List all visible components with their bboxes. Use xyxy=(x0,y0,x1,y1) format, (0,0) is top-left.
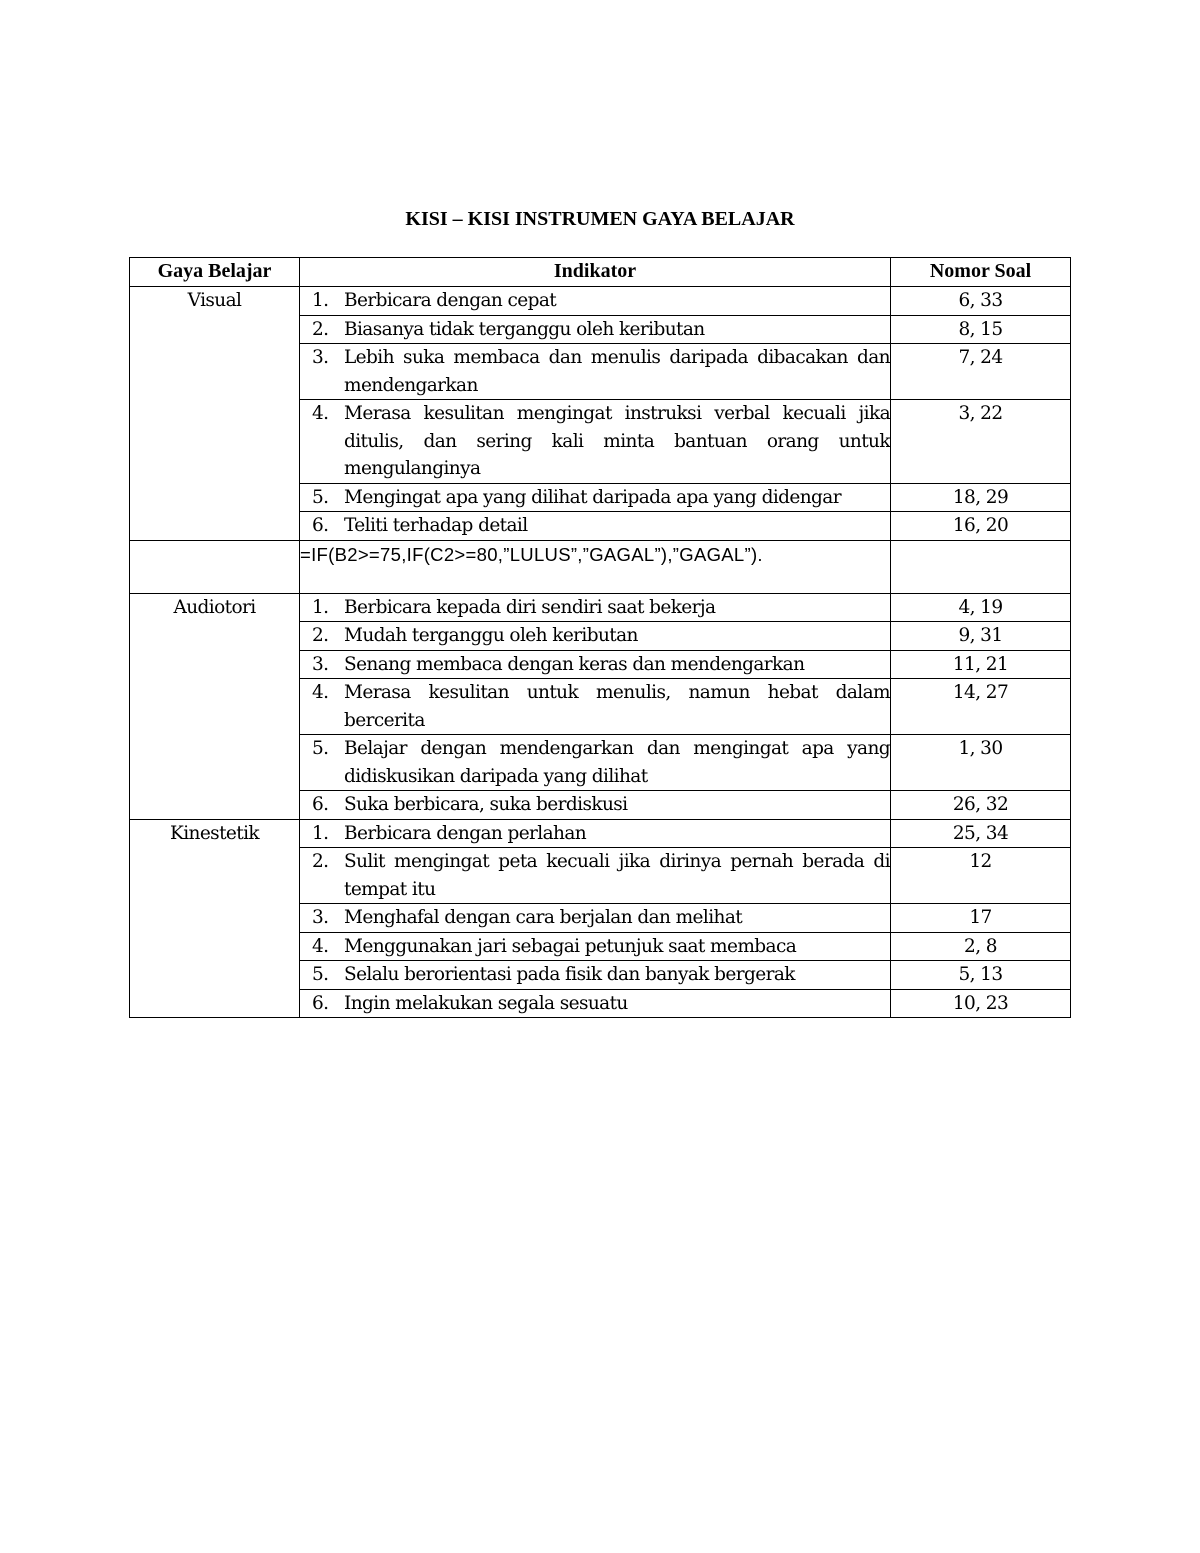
table-row xyxy=(130,679,1071,735)
indicator-cell xyxy=(300,344,891,400)
table-row xyxy=(130,593,1071,622)
table-row xyxy=(130,622,1071,651)
indicator-text: Sulit mengingat peta kecuali jika dirinya pernah berada di tempat itu xyxy=(344,851,890,900)
style-cell-empty xyxy=(130,932,300,961)
indicator-text: Teliti terhadap detail xyxy=(344,515,528,536)
style-visual: Visual xyxy=(130,287,300,316)
nomor-soal: 4, 19 xyxy=(891,593,1071,622)
indicator-cell xyxy=(300,512,891,541)
nomor-soal: 26, 32 xyxy=(891,791,1071,820)
document-title: KISI – KISI INSTRUMEN GAYA BELAJAR xyxy=(405,208,795,230)
indicator-number: 5. xyxy=(312,486,329,508)
table-row xyxy=(130,904,1071,933)
table-row xyxy=(130,819,1071,848)
nomor-soal: 1, 30 xyxy=(891,735,1071,791)
nomor-soal: 8, 15 xyxy=(891,315,1071,344)
indicator-cell xyxy=(300,287,891,316)
indicator-cell xyxy=(300,593,891,622)
indicator-cell xyxy=(300,315,891,344)
header-nomor-soal: Nomor Soal xyxy=(891,258,1071,287)
indicator-text: Menghafal dengan cara berjalan dan melihat xyxy=(344,907,743,928)
table-row xyxy=(130,344,1071,400)
indicator-cell xyxy=(300,735,891,791)
table-row-formula xyxy=(130,540,1071,593)
indicator-text: Selalu berorientasi pada fisik dan banyak bergerak xyxy=(344,964,795,985)
table-row xyxy=(130,512,1071,541)
indicator-cell xyxy=(300,989,891,1018)
indicator-number: 1. xyxy=(312,596,329,618)
table-row xyxy=(130,650,1071,679)
nomor-soal: 17 xyxy=(891,904,1071,933)
style-cell-empty xyxy=(130,512,300,541)
indicator-text: Menggunakan jari sebagai petunjuk saat membaca xyxy=(344,935,797,957)
nomor-soal: 9, 31 xyxy=(891,622,1071,651)
indicator-number: 3. xyxy=(312,907,329,928)
style-cell-empty xyxy=(130,791,300,820)
nomor-soal: 5, 13 xyxy=(891,961,1071,990)
indicator-number: 1. xyxy=(312,290,329,311)
style-cell-empty xyxy=(130,848,300,904)
table-row xyxy=(130,483,1071,512)
nomor-soal: 10, 23 xyxy=(891,989,1071,1018)
style-cell-empty xyxy=(130,540,300,593)
indicator-text: Lebih suka membaca dan menulis daripada dibacakan dan mendengarkan xyxy=(344,347,890,396)
indicator-number: 5. xyxy=(312,964,329,985)
table-row xyxy=(130,989,1071,1018)
indicator-number: 1. xyxy=(312,822,329,844)
indicator-cell xyxy=(300,400,891,484)
style-cell-empty xyxy=(130,961,300,990)
table-row xyxy=(130,287,1071,316)
nomor-soal: 7, 24 xyxy=(891,344,1071,400)
indicator-number: 4. xyxy=(312,935,329,957)
style-kinestetik: Kinestetik xyxy=(130,819,300,848)
nomor-soal: 6, 33 xyxy=(891,287,1071,316)
style-cell-empty xyxy=(130,650,300,679)
indicator-text: Berbicara dengan cepat xyxy=(344,290,557,311)
style-cell-empty xyxy=(130,344,300,400)
nomor-soal: 25, 34 xyxy=(891,819,1071,848)
style-cell-empty xyxy=(130,989,300,1018)
table-row xyxy=(130,315,1071,344)
table-row xyxy=(130,848,1071,904)
indicator-number: 4. xyxy=(312,682,329,703)
indicator-cell xyxy=(300,961,891,990)
kisi-table xyxy=(129,257,1071,1018)
style-cell-empty xyxy=(130,622,300,651)
indicator-cell xyxy=(300,679,891,735)
header-gaya-belajar: Gaya Belajar xyxy=(130,258,300,287)
nomor-soal: 11, 21 xyxy=(891,650,1071,679)
indicator-text: Merasa kesulitan mengingat instruksi verbal kecuali jika ditulis, dan sering kali minta bantuan orang untuk mengulanginya xyxy=(344,403,890,479)
nomor-soal: 14, 27 xyxy=(891,679,1071,735)
table-header-row xyxy=(130,258,1071,287)
indicator-number: 3. xyxy=(312,653,329,675)
nomor-soal: 2, 8 xyxy=(891,932,1071,961)
indicator-text: Ingin melakukan segala sesuatu xyxy=(344,992,628,1014)
style-cell-empty xyxy=(130,483,300,512)
formula-text: =IF(B2>=75,IF(C2>=80,”LULUS”,”GAGAL”),”GAGAL”). xyxy=(300,540,891,593)
style-cell-empty xyxy=(130,315,300,344)
style-audiotori: Audiotori xyxy=(130,593,300,622)
indicator-number: 6. xyxy=(312,794,329,815)
indicator-cell xyxy=(300,650,891,679)
indicator-text: Suka berbicara, suka berdiskusi xyxy=(344,794,628,815)
indicator-cell xyxy=(300,819,891,848)
indicator-cell xyxy=(300,848,891,904)
indicator-text: Mengingat apa yang dilihat daripada apa yang didengar xyxy=(344,486,841,508)
indicator-cell xyxy=(300,483,891,512)
indicator-number: 2. xyxy=(312,318,329,340)
indicator-number: 4. xyxy=(312,403,329,424)
indicator-number: 3. xyxy=(312,347,329,368)
table-row xyxy=(130,791,1071,820)
indicator-text: Berbicara dengan perlahan xyxy=(344,822,587,844)
indicator-text: Berbicara kepada diri sendiri saat bekerja xyxy=(344,596,716,618)
nomor-soal: 18, 29 xyxy=(891,483,1071,512)
indicator-text: Belajar dengan mendengarkan dan mengingat apa yang didiskusikan daripada yang dilihat xyxy=(344,738,890,787)
indicator-number: 6. xyxy=(312,992,329,1014)
indicator-number: 2. xyxy=(312,851,329,872)
indicator-cell xyxy=(300,791,891,820)
indicator-text: Mudah terganggu oleh keributan xyxy=(344,625,638,646)
indicator-text: Senang membaca dengan keras dan mendengarkan xyxy=(344,653,805,675)
table-row xyxy=(130,400,1071,484)
table-row xyxy=(130,932,1071,961)
nomor-soal: 12 xyxy=(891,848,1071,904)
style-cell-empty xyxy=(130,679,300,735)
indicator-number: 5. xyxy=(312,738,329,759)
indicator-number: 6. xyxy=(312,515,329,536)
indicator-text: Merasa kesulitan untuk menulis, namun hebat dalam bercerita xyxy=(344,682,890,731)
nomor-soal: 3, 22 xyxy=(891,400,1071,484)
style-cell-empty xyxy=(130,400,300,484)
nomor-soal: 16, 20 xyxy=(891,512,1071,541)
style-cell-empty xyxy=(130,735,300,791)
indicator-text: Biasanya tidak terganggu oleh keributan xyxy=(344,318,705,340)
nomor-soal-empty xyxy=(891,540,1071,593)
indicator-cell xyxy=(300,904,891,933)
table-row xyxy=(130,961,1071,990)
header-indikator: Indikator xyxy=(300,258,891,287)
style-cell-empty xyxy=(130,904,300,933)
indicator-number: 2. xyxy=(312,625,329,646)
indicator-cell xyxy=(300,932,891,961)
indicator-cell xyxy=(300,622,891,651)
table-row xyxy=(130,735,1071,791)
